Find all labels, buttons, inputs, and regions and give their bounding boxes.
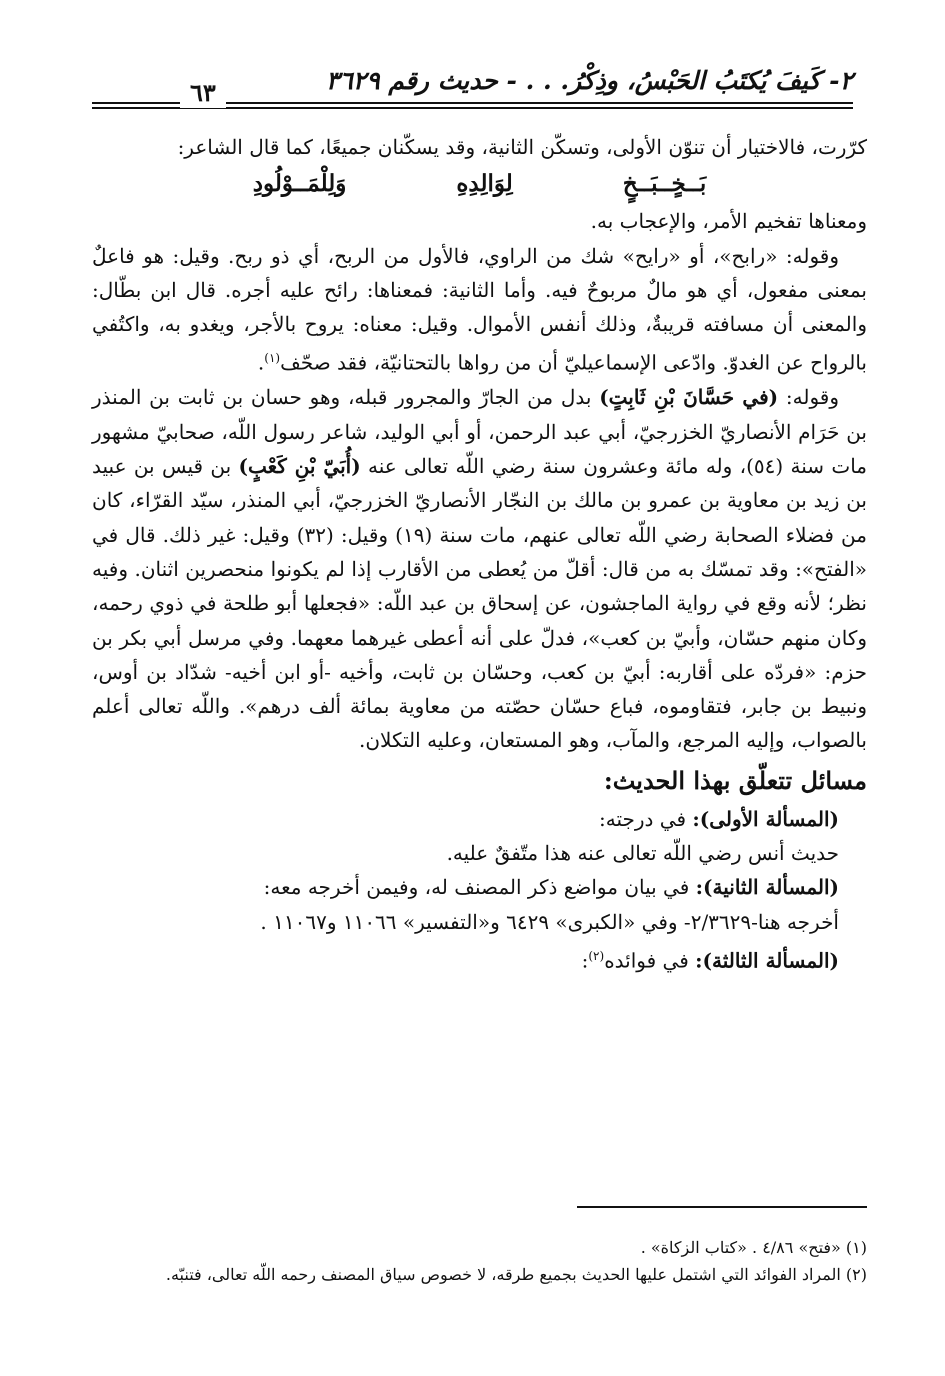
paragraph-meaning: ومعناها تفخيم الأمر، والإعجاب به. xyxy=(590,209,867,234)
paragraph-rabih: وقوله: «رابح»، أو «رايح» شك من الراوي، فالأول من الربح، أي ذو ربح. وقيل: هو فاعلٌ بمعنى مفعول، أي هو مالٌ مربوحٌ فيه. وأما الثانية: فمعناها: رائح عليه أجره. قال ابن بطّال: والمعنى أن مسافته قريبةٌ، وذلك أنفس الأموال. وقيل: معناه: يروح بالأجر، ويغدو به، واكتُفي بالرواح عن الغدوّ. وادّعى الإسماعيليّ أن من رواها بالتحتانيّة، فقد صحّف$^{(١)}$. xyxy=(92,243,867,376)
footnotes xyxy=(92,1208,867,1288)
paragraph-hassan-text: بدل من الجارّ والمجرور قبله، وهو حسان بن ثابت بن المنذر بن حَرَام الأنصاريّ الخزرجيّ، أبي عبد الرحمن، أو أبي الوليد، شاعر رسول اللّه، صحابيّ مشهور مات سنة (٥٤)، وله مائة وعشرون سنة رضي اللّه تعالى عنه xyxy=(92,385,868,479)
verse-word-1: بَــخٍــبَــخٍ xyxy=(622,170,707,198)
verse-word-3: وَلِلْمَــوْلُودِ xyxy=(252,170,347,198)
issue-1-label: (المسألة الأولى): xyxy=(692,806,839,831)
poetry-verse xyxy=(92,164,867,204)
paragraph-rabih-text: وقوله: «رابح»، أو «رايح» شك من الراوي، فالأول من الربح، أي ذو ربح. وقيل: هو فاعلٌ بمعنى مفعول، أي هو مالٌ مربوحٌ فيه. وأما الثانية: فمعناها: رائح عليه أجره. قال ابن بطّال: والمعنى أن مسافته قريبةٌ، وذلك أنفس الأموال. وقيل: معناه: يروح بالأجر، ويغدو به، واكتُفي بالرواح عن الغدوّ. وادّعى الإسماعيليّ أن من رواها بالتحتانيّة، فقد صحّف xyxy=(92,243,867,376)
issue-3 xyxy=(92,939,867,978)
paragraph-ubayy-text: بن قيس بن عبيد بن زيد بن معاوية بن عمرو بن مالك بن النجّار الأنصاريّ الخزرجيّ، أبي المنذر، سيّد القرّاء، كان من فضلاء الصحابة رضي اللّه تعالى عنهم، مات سنة (١٩) وقيل: (٣٢) وقيل: غير ذلك. قال في «الفتح»: وقد تمسّك به من قال: أقلّ من يُعطى من الأقارب إذا لم يكونوا منحصرين اثنان. وفيه نظر؛ لأنه وقع في رواية الماجشون، عن إسحاق بن عبد اللّه: «فجعلها أبو طلحة في ذوي رحمه، وكان منهم حسّان، وأبيّ بن كعب»، فدلّ على أنه أعطى غيرهما معهما. وفي مرسل أبي بكر بن حزم: «فردّه على أقاربه: أبيّ بن كعب، وحسّان بن ثابت، وأخيه -أو ابن أخيه- شدّاد بن أوس، ونبيط بن جابر، فتقاوموه، فباع حسّان حصّته من معاوية بمائة ألف درهم». واللّه تعالى أعلم بالصواب، وإليه المرجع، والمآب، وهو المستعان، وعليه التكلان. xyxy=(92,454,867,753)
page-number: ٦٣ xyxy=(180,78,226,108)
main-text xyxy=(92,130,867,978)
footnote-2: (٢) المراد الفوائد التي اشتمل عليها الحديث بجميع طرقه، لا خصوص سياق المصنف رحمه اللّه تعالى، فتنبّه. xyxy=(165,1265,867,1284)
issue-1-title: في درجته: xyxy=(599,806,693,831)
issue-1-body: حديث أنس رضي اللّه تعالى عنه هذا متّفقٌ عليه. xyxy=(446,841,839,865)
paragraph-hassan xyxy=(92,380,867,757)
footnote-1: (١) «فتح» ٤/٨٦ . «كتاب الزكاة» . xyxy=(640,1238,867,1257)
header-title: ٢- كَيفَ يُكتَبُ الحَبْسُ، وذِكْرُ. . . - حديث رقم ٣٦٢٩ xyxy=(325,66,853,95)
paragraph-intro: كرّرت، فالاختيار أن تنوّن الأولى، وتسكّن الثانية، وقد يسكّنان جميعًا، كما قال الشاعر: xyxy=(177,135,867,159)
issue-2-label: (المسألة الثانية): xyxy=(695,875,839,900)
running-header xyxy=(92,64,853,116)
issue-2 xyxy=(92,870,867,904)
section-heading: مسائل تتعلّق بهذا الحديث: xyxy=(603,765,867,795)
footnote-ref-2[interactable]: (٢) xyxy=(588,948,605,963)
issue-2-body: أخرجه هنا-٢/٣٦٢٩- وفي «الكبرى» ٦٤٢٩ و«التفسير» ١١٠٦٦ و١١٠٦٧ . xyxy=(260,909,839,934)
issue-2-title: في بيان مواضع ذكر المصنف له، وفيمن أخرجه معه: xyxy=(263,875,696,900)
issue-3-title: في فوائده xyxy=(604,948,696,973)
name-hassan-ibn-thabit: (في حَسَّانَ بْنِ ثَابِتٍ) xyxy=(599,385,779,410)
footnote-ref-1[interactable]: (١) xyxy=(264,351,281,366)
paragraph-hassan-intro: وقوله: xyxy=(778,385,839,410)
issue-3-label: (المسألة الثالثة): xyxy=(695,948,839,973)
issue-3-colon: : xyxy=(581,948,589,973)
footnote-rule xyxy=(577,1206,867,1208)
verse-word-2: لِوَالِدِهِ xyxy=(456,170,513,198)
issue-1 xyxy=(92,802,867,836)
name-ubayy-ibn-kab: (أُبَيّ بْنِ كَعْبٍ) xyxy=(238,454,361,479)
